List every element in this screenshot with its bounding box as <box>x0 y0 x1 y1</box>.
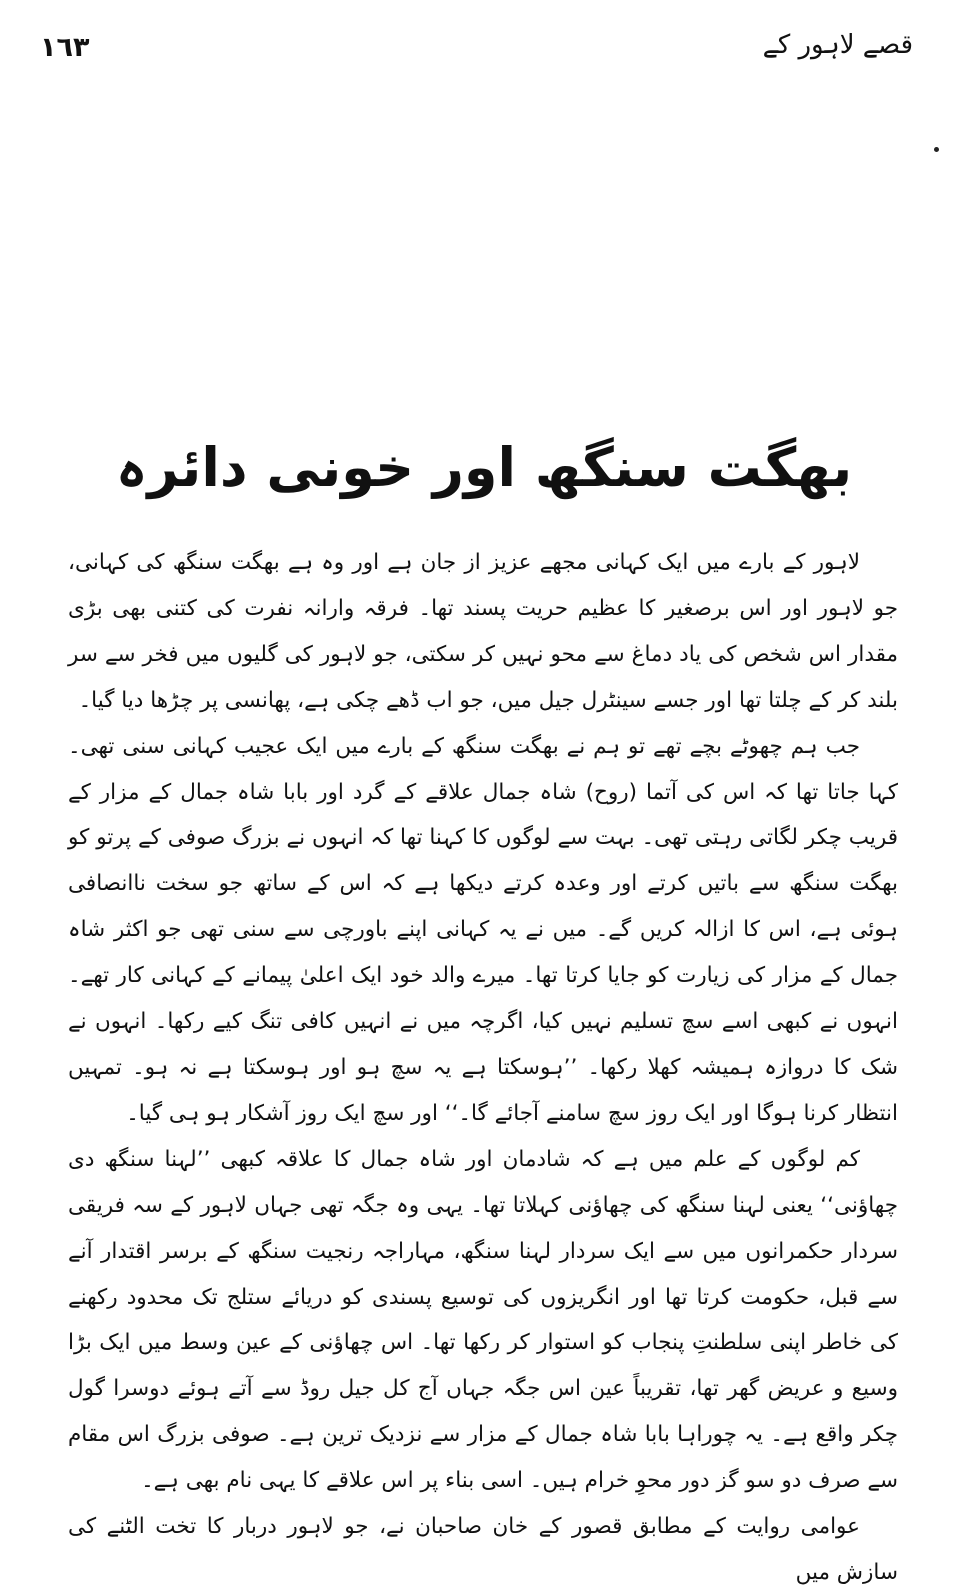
chapter-title: بھگت سنگھ اور خونی دائرہ <box>115 436 853 500</box>
body-text <box>68 540 898 1596</box>
paragraph: کم لوگوں کے علم میں ہے کہ شادمان اور شاہ جمال کا علاقہ کبھی ’’لہنا سنگھ دی چھاؤنی‘‘ یعنی لہنا سنگھ کی چھاؤنی کہلاتا تھا۔ یہی وہ جگہ تھی جہاں لاہور کے سہ فریقی سردار حکمرانوں میں سے ایک سردار لہنا سنگھ، مہاراجہ رنجیت سنگھ کے برسر اقتدار آنے سے قبل، حکومت کرتا تھا اور انگریزوں کی توسیع پسندی کو دریائے ستلج تک محدود رکھنے کی خاطر اپنی سلطنتِ پنجاب کو استوار کر رکھا تھا۔ اس چھاؤنی کے عین وسط میں ایک بڑا وسیع و عریض گھر تھا، تقریباً عین اس جگہ جہاں آج کل جیل روڈ سے آتے ہوئے دوسرا گول چکر واقع ہے۔ یہ چوراہا بابا شاہ جمال کے مزار سے نزدیک ترین ہے۔ صوفی بزرگ اس مقام سے صرف دو سو گز دور محوِ خرام ہیں۔ اسی بناء پر اس علاقے کا یہی نام بھی ہے۔ <box>68 1146 898 1494</box>
running-header-title: قصے لاہور کے <box>762 30 913 60</box>
paragraph: لاہور کے بارے میں ایک کہانی مجھے عزیز از جان ہے اور وہ ہے بھگت سنگھ کی کہانی، جو لاہور اور اس برصغیر کا عظیم حریت پسند تھا۔ فرقہ وارانہ نفرت کی کتنی بھی بڑی مقدار اس شخص کی یاد دماغ سے محو نہیں کر سکتی، جو لاہور کی گلیوں میں فخر سے سر بلند کر کے چلتا تھا اور جسے سینٹرل جیل میں، جو اب ڈھے چکی ہے، پھانسی پر چڑھا دیا گیا۔ <box>68 550 898 713</box>
paragraph: جب ہم چھوٹے بچے تھے تو ہم نے بھگت سنگھ کے بارے میں ایک عجیب کہانی سنی تھی۔ کہا جاتا تھا کہ اس کی آتما (روح) شاہ جمال علاقے کے گرد اور بابا شاہ جمال کے مزار کے قریب چکر لگاتی رہتی تھی۔ بہت سے لوگوں کا کہنا تھا کہ انہوں نے بزرگ صوفی کے پرتو کو بھگت سنگھ سے باتیں کرتے اور وعدہ کرتے دیکھا ہے کہ اس کے ساتھ جو سخت ناانصافی ہوئی ہے، اس کا ازالہ کریں گے۔ میں نے یہ کہانی اپنے باورچی سے سنی تھی جو اکثر شاہ جمال کے مزار کی زیارت کو جایا کرتا تھا۔ میرے والد خود ایک اعلیٰ پیمانے کے کہانی کار تھے۔ انہوں نے کبھی اسے سچ تسلیم نہیں کیا، اگرچہ میں نے انہیں کافی تنگ کیے رکھا۔ انہوں نے شک کا دروازہ ہمیشہ کھلا رکھا۔ ’’ہوسکتا ہے یہ سچ ہو اور ہوسکتا ہے نہ ہو۔ تمہیں انتظار کرنا ہوگا اور ایک روز سچ سامنے آجائے گا۔‘‘ اور سچ ایک روز آشکار ہو ہی گیا۔ <box>68 733 898 1126</box>
paragraph: عوامی روایت کے مطابق قصور کے خان صاحبان نے، جو لاہور دربار کا تخت الٹنے کی سازش میں <box>68 1514 898 1585</box>
ink-speck <box>934 147 939 152</box>
page-number: ١٦٣ <box>40 32 90 63</box>
